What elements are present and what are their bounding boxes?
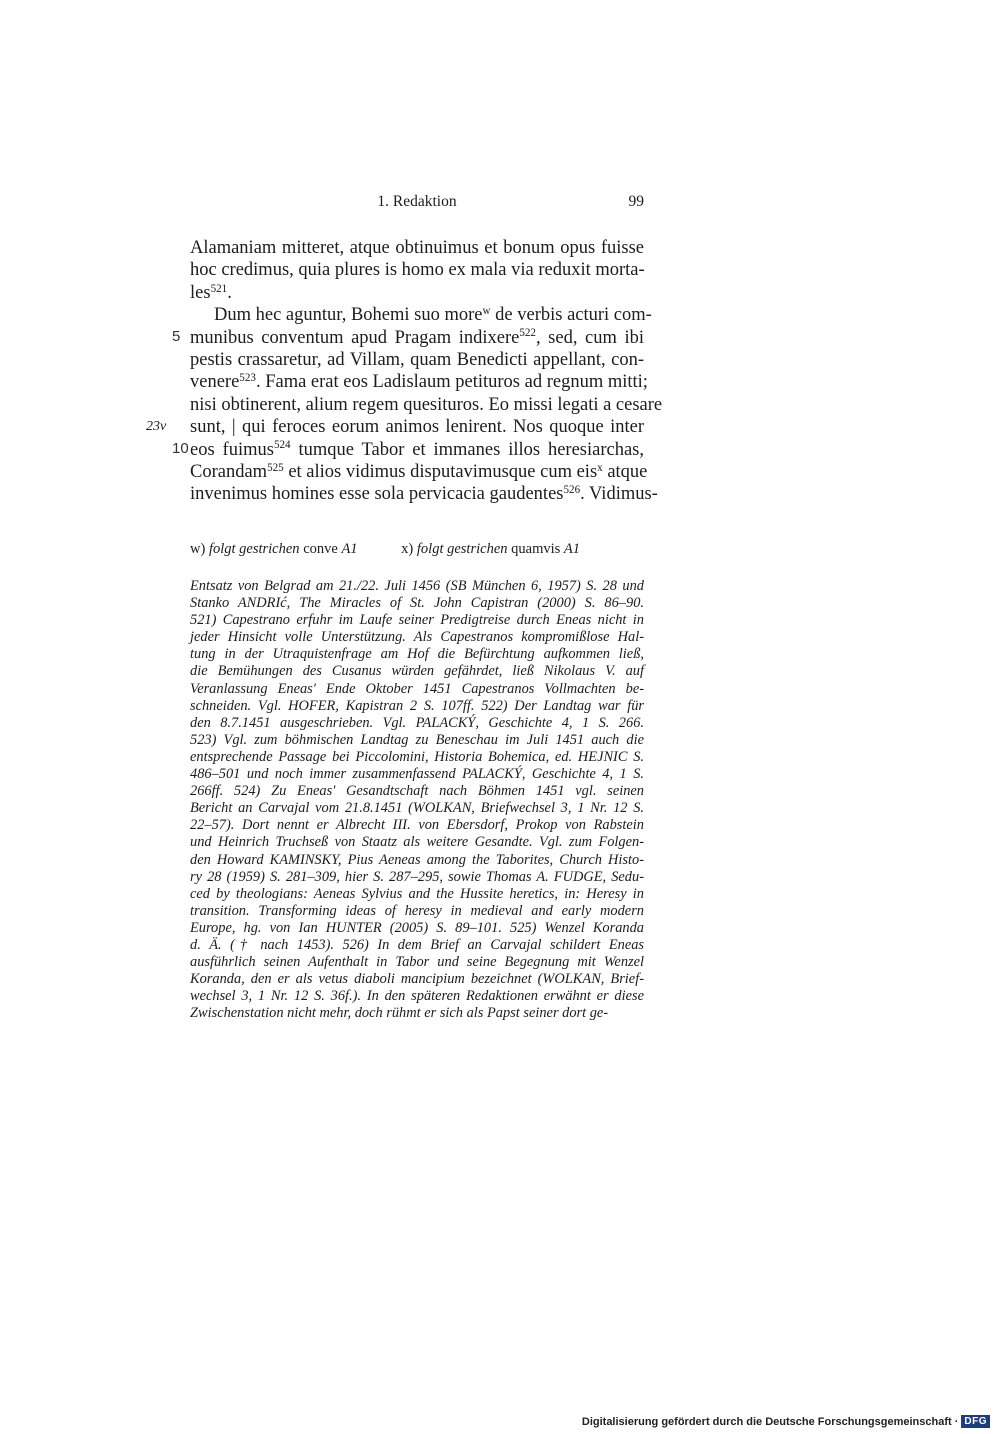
- footnote-line: den 8.7.1451 ausgeschrieben. Vgl. PALACKÝ, Geschichte 4, 1 S. 266.: [190, 714, 644, 731]
- dfg-notice: [582, 1415, 990, 1428]
- critical-apparatus: [190, 541, 644, 558]
- footnote-line: Zwischenstation nicht mehr, doch rühmt er sich als Papst seiner dort ge-: [190, 1005, 609, 1022]
- footnote-line: und Heinrich Truchseß von Staatz als weitere Gesandte. Vgl. zum Folgen-: [190, 834, 644, 851]
- text-line-3: les$^{521}$.: [190, 282, 232, 303]
- footnote-line: den Howard KAMINSKY, Pius Aeneas among the Taborites, Church Histo-: [190, 851, 644, 868]
- footnote-line: Koranda, den er als vetus diaboli mancipium bezeichnet (WOLKAN, Brief-: [190, 971, 644, 988]
- dfg-logo-icon: DFG: [961, 1415, 990, 1428]
- dfg-notice-text: Digitalisierung gefördert durch die Deutsche Forschungsgemeinschaft ·: [581, 1415, 959, 1428]
- text-line-10: eos fuimus$^{524}$ tumque Tabor et immanes illos heresiarchas,: [190, 439, 644, 460]
- footnote-ref-526[interactable]: 526: [563, 484, 581, 497]
- footnote-line: Entsatz von Belgrad am 21./22. Juli 1456 (SB München 6, 1957) S. 28 und: [190, 578, 644, 594]
- footnote-line: wechsel 3, 1 Nr. 12 S. 36f.). In den späteren Redaktionen erwähnt er diese: [190, 988, 644, 1005]
- apparatus-note-w: w) folgt gestrichen conve A1: [190, 541, 358, 557]
- footnote-line: transition. Transforming ideas of heresy in medieval and early modern: [190, 902, 644, 919]
- footnote-line: die Bemühungen des Cusanus würden gefährdet, ließ Nikolaus V. auf: [190, 663, 644, 680]
- footnote-line: jeder Hinsicht volle Unterstützung. Als Capestranos kompromißlose Hal-: [190, 629, 644, 646]
- page-number: 99: [628, 193, 644, 210]
- footnote-line: 22–57). Dort nennt er Albrecht III. von Ebersdorf, Prokop von Rabstein: [190, 817, 644, 834]
- footnote-line: 486–501 und noch immer zusammenfassend PALACKÝ, Geschichte 4, 1 S.: [190, 766, 644, 783]
- text-line-11: Corandam$^{525}$ et alios vidimus disputavimusque cum eis$^x$ atque: [190, 461, 648, 482]
- running-header: [190, 193, 644, 215]
- footnote-line: 523) Vgl. zum böhmischen Landtag zu Beneschau im Juli 1451 auch die: [190, 731, 644, 748]
- footnote-line: d. Ä. († nach 1453). 526) In dem Brief an Carvajal schildert Eneas: [190, 936, 644, 953]
- footnote-line: Europe, hg. von Ian HUNTER (2005) S. 89–101. 525) Wenzel Koranda: [190, 919, 644, 936]
- running-title: 1. Redaktion: [377, 193, 457, 210]
- text-line-6: pestis crassaretur, ad Villam, quam Benedicti appellant, con-: [190, 349, 644, 370]
- apparatus-ref-w[interactable]: w: [482, 305, 491, 318]
- footnote-line: ausführlich seinen Aufenthalt in Tabor und seine Begegnung mit Wenzel: [190, 954, 644, 971]
- footnote-line: ced by theologians: Aeneas Sylvius and the Hussite heretics, in: Heresy in: [190, 885, 644, 902]
- text-line-1: Alamaniam mitteret, atque obtinuimus et bonum opus fuisse: [190, 238, 644, 258]
- footnote-ref-525[interactable]: 525: [267, 461, 284, 474]
- footnote-line: Bericht an Carvajal vom 21.8.1451 (WOLKAN, Briefwechsel 3, 1 Nr. 12 S.: [190, 800, 644, 817]
- text-line-4: Dum hec aguntur, Bohemi suo more$^w$ de verbis acturi com-: [214, 305, 652, 326]
- folio-marker: 23v: [146, 419, 167, 434]
- footnote-line: ry 28 (1959) S. 281–309, hier S. 287–295, sowie Thomas A. FUDGE, Sedu-: [190, 868, 644, 885]
- footnote-ref-524[interactable]: 524: [273, 439, 291, 452]
- apparatus-ref-x[interactable]: x: [597, 461, 603, 474]
- text-line-2: hoc credimus, quia plures is homo ex mala via reduxit morta-: [190, 260, 645, 281]
- footnote-line: Stanko ANDRIć, The Miracles of St. John Capistran (2000) S. 86–90.: [190, 595, 644, 612]
- main-text: [190, 237, 663, 506]
- footnote-line: schneiden. Vgl. HOFER, Kapistran 2 S. 107ff. 522) Der Landtag war für: [190, 697, 644, 714]
- text-line-5: munibus conventum apud Pragam indixere$^{522}$, sed, cum ibi: [190, 327, 644, 348]
- text-line-7: venere$^{523}$. Fama erat eos Ladislaum petituros ad regnum mitti;: [190, 372, 648, 393]
- footnote-ref-523[interactable]: 523: [239, 372, 256, 385]
- text-line-8: nisi obtinerent, alium regem quesituros. Eo missi legati a cesare: [190, 394, 663, 415]
- line-number-5: 5: [172, 328, 181, 345]
- footnote-line: Veranlassung Eneas' Ende Oktober 1451 Capestranos Vollmachten be-: [190, 680, 644, 697]
- footnote-line: tung in der Utraquistenfrage am Hof die Befürchtung aufkommen ließ,: [190, 646, 644, 663]
- apparatus-note-x: x) folgt gestrichen quamvis A1: [401, 541, 581, 557]
- footnote-ref-522[interactable]: 522: [519, 327, 536, 340]
- footnote-ref-521[interactable]: 521: [210, 282, 228, 295]
- text-line-12: invenimus homines esse sola pervicacia gaudentes$^{526}$. Vidimus-: [190, 484, 658, 505]
- line-number-10: 10: [172, 440, 189, 457]
- footnotes: [190, 578, 644, 1022]
- footnote-line: 521) Capestrano erfuhr im Laufe seiner Predigtreise durch Eneas nicht in: [190, 612, 644, 629]
- footnote-line: 266ff. 524) Zu Eneas' Gesandtschaft nach Böhmen 1451 vgl. seinen: [190, 783, 644, 800]
- footnote-line: entsprechende Passage bei Piccolomini, Historia Bohemica, ed. HEJNIC S.: [190, 748, 644, 765]
- text-line-9: sunt, | qui feroces eorum animos lenirent. Nos quoque inter: [190, 417, 644, 438]
